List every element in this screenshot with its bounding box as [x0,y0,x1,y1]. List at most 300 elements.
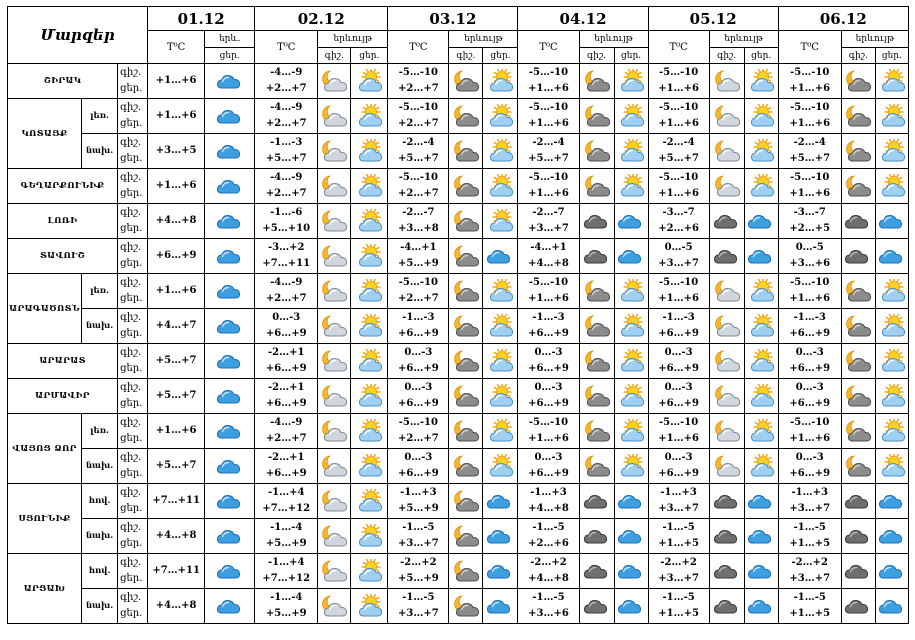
temp-unit-header: T⁰C [518,31,579,64]
day-temp: +6…+9 [398,363,439,374]
subregion-name: հով. [82,554,118,589]
moon-dark-cloud-icon [449,524,482,548]
date-header: 02.12 [255,7,388,31]
sun-cloud-icon [745,384,778,408]
rain-cloud-icon [205,104,254,128]
moon-cloud-icon [710,104,744,128]
moon-cloud-icon [318,174,350,198]
day-label: ցեր. [120,293,143,304]
moon-cloud-icon [710,454,744,478]
temperature-cell [778,414,841,449]
region-name: ԱՐԱԳԱԾՈՏՆ [8,274,82,344]
region-row [8,344,909,379]
night-temp: -4…+1 [400,242,437,253]
night-temp: -5…-10 [528,277,569,288]
dark-cloud-icon [580,559,614,583]
temperature-cell [148,309,205,344]
temperature-cell [648,64,709,99]
night-day-labels [118,99,148,134]
date-header: 04.12 [518,7,648,31]
night-temp: 0…-3 [404,382,433,393]
night-day-labels [118,484,148,519]
day-temp: +1…+6 [658,118,699,129]
night-temp: 0…-3 [404,347,433,358]
temperature-cell [148,414,205,449]
forecast-table [7,6,909,624]
day-label: ցեր. [120,328,143,339]
moon-dark-cloud-icon [449,209,482,233]
moon-dark-cloud-icon [449,559,482,583]
temperature-cell [148,379,205,414]
moon-cloud-icon [710,314,744,338]
day-temp: +3…+8 [398,223,439,234]
moon-dark-cloud-icon [842,419,875,443]
dark-cloud-icon [710,244,744,268]
rain-cloud-icon [876,209,908,233]
night-temp: -5…-10 [398,102,438,113]
night-temp: -2…-4 [532,137,565,148]
day-header: ցեր. [351,48,388,64]
date-header: 05.12 [648,7,778,31]
temperature-cell [778,309,841,344]
night-temp: -2…-4 [662,137,695,148]
subregion-name: նախ. [82,309,118,344]
region-row [8,379,909,414]
moon-cloud-icon [318,209,350,233]
night-day-labels [118,274,148,309]
day-temp: +1…+6 [155,110,197,121]
region-row [8,414,909,449]
temperature-cell [778,99,841,134]
day-temp: +3…+7 [658,573,699,584]
night-temp: -2…+1 [268,347,305,358]
temperature-cell [388,519,449,554]
dark-cloud-icon [710,524,744,548]
sun-cloud-icon [351,139,387,163]
moon-dark-cloud-icon [449,349,482,373]
rain-cloud-icon [483,244,517,268]
night-temp: -1…-5 [532,592,565,603]
night-temp: -1…-5 [402,592,435,603]
date-header: 01.12 [148,7,255,31]
sun-cloud-icon [351,454,387,478]
night-temp: -1…-3 [793,312,826,323]
moon-cloud-icon [318,244,350,268]
day-temp: +2…+7 [398,293,439,304]
sun-cloud-icon [615,69,648,93]
day-temp: +6…+9 [789,328,831,339]
region-name: ՇԻՐԱԿ [8,64,118,99]
temperature-cell [648,414,709,449]
night-temp: -5…-10 [528,67,569,78]
temperature-cell [778,554,841,589]
night-temp: -5…-10 [790,102,830,113]
night-temp: -1…-3 [662,312,695,323]
region-name: ԿՈՏԱՅՔ [8,99,82,169]
day-temp: +5…+7 [155,355,197,366]
moon-dark-cloud-icon [842,454,875,478]
temperature-cell [778,484,841,519]
dark-cloud-icon [842,209,875,233]
date-header: 06.12 [778,7,908,31]
moon-dark-cloud-icon [842,104,875,128]
day-temp: +7…+11 [262,258,311,269]
temperature-cell [778,589,841,624]
night-label: գիշ. [120,592,142,603]
moon-dark-cloud-icon [580,349,614,373]
day-temp: +7…+12 [262,503,311,514]
day-temp: +1…+6 [789,118,831,129]
day-temp: +5…+7 [658,153,699,164]
temperature-cell [388,554,449,589]
temperature-cell [255,344,318,379]
day-temp: +6…+9 [658,468,699,479]
region-row [8,99,909,134]
night-temp: -5…-10 [398,277,438,288]
temperature-cell [518,169,579,204]
night-temp: 0…-3 [664,382,693,393]
rain-cloud-icon [745,489,778,513]
day-label: ցեր. [120,433,143,444]
moon-cloud-icon [318,279,350,303]
day-label: ցեր. [120,608,143,619]
night-label: գիշ. [120,207,142,218]
day-temp: +4…+8 [528,258,569,269]
day-label: ցեր. [120,223,143,234]
temperature-cell [148,64,205,99]
night-label: գիշ. [120,172,142,183]
sun-cloud-icon [483,174,517,198]
day-temp: +1…+6 [789,433,831,444]
temperature-cell [255,134,318,169]
temperature-cell [148,449,205,484]
night-temp: -5…-10 [790,67,830,78]
night-temp: -1…-3 [402,312,435,323]
rain-cloud-icon [876,524,908,548]
night-temp: -2…+2 [660,557,697,568]
temperature-cell [255,484,318,519]
day-temp: +5…+7 [155,460,197,471]
day-temp: +6…+9 [528,468,569,479]
temperature-cell [518,484,579,519]
day-temp: +3…+7 [528,223,569,234]
dark-cloud-icon [842,489,875,513]
rain-cloud-icon [615,489,648,513]
sun-cloud-icon [745,279,778,303]
region-name: ԳԵՂԱՐՔՈՒՆԻՔ [8,169,118,204]
rain-cloud-icon [205,349,254,373]
rain-cloud-icon [205,209,254,233]
day-label: ցեր. [120,538,143,549]
sun-cloud-icon [876,174,908,198]
sun-cloud-icon [745,314,778,338]
night-temp: -1…-5 [662,522,695,533]
moon-dark-cloud-icon [842,384,875,408]
day-temp: +3…+6 [528,608,569,619]
region-row [8,519,909,554]
night-label: գիշ. [120,137,142,148]
night-temp: -5…-10 [659,417,699,428]
temperature-cell [388,169,449,204]
sun-cloud-icon [876,419,908,443]
sun-cloud-icon [745,69,778,93]
day-header: ցեր. [744,48,778,64]
moon-dark-cloud-icon [842,69,875,93]
day-temp: +6…+9 [658,328,699,339]
moon-dark-cloud-icon [449,69,482,93]
day-temp: +5…+7 [265,153,307,164]
night-temp: -1…-4 [270,592,303,603]
region-name: ՏԱՎՈՒՇ [8,239,118,274]
temperature-cell [778,134,841,169]
day-temp: +6…+9 [789,363,831,374]
day-temp: +5…+9 [398,573,439,584]
day-temp: +5…+7 [155,390,197,401]
temperature-cell [648,134,709,169]
sun-cloud-icon [615,279,648,303]
night-day-labels [118,414,148,449]
dark-cloud-icon [580,594,614,618]
night-temp: 0…-5 [795,242,824,253]
temperature-cell [648,554,709,589]
sun-cloud-icon [351,489,387,513]
temperature-cell [255,64,318,99]
moon-dark-cloud-icon [842,139,875,163]
day-temp: +6…+9 [265,398,307,409]
moon-dark-cloud-icon [580,69,614,93]
day-temp: +2…+5 [789,223,831,234]
day-header: ցեր. [614,48,648,64]
temperature-cell [778,449,841,484]
night-temp: 0…-3 [534,452,563,463]
night-temp: -4…-9 [270,417,303,428]
night-temp: -5…-10 [528,417,569,428]
day-temp: +1…+6 [789,83,831,94]
day-temp: +5…+9 [398,503,439,514]
region-name: ԱՐՑԱԽ [8,554,82,624]
rain-cloud-icon [876,559,908,583]
rain-cloud-icon [205,559,254,583]
night-header: գիշ. [579,48,614,64]
sun-cloud-icon [615,349,648,373]
subregion-name: լեռ. [82,274,118,309]
day-temp: +1…+6 [155,425,197,436]
rain-cloud-icon [205,279,254,303]
night-temp: 0…-3 [795,347,824,358]
night-temp: -4…+1 [530,242,567,253]
day-temp: +5…+9 [265,538,307,549]
day-temp: +6…+9 [398,468,439,479]
day-label: ցեր. [120,503,143,514]
night-temp: -4…-9 [270,67,303,78]
sun-cloud-icon [351,559,387,583]
temp-unit-header: T⁰C [648,31,709,64]
sun-cloud-icon [351,104,387,128]
rain-cloud-icon [876,594,908,618]
night-temp: -2…+1 [268,452,305,463]
sun-cloud-icon [745,419,778,443]
temperature-cell [648,379,709,414]
rain-cloud-icon [205,314,254,338]
moon-dark-cloud-icon [842,174,875,198]
temperature-cell [148,169,205,204]
moon-dark-cloud-icon [580,314,614,338]
rain-cloud-icon [876,489,908,513]
night-label: գիշ. [120,382,142,393]
night-temp: 0…-5 [664,242,693,253]
date-header: 03.12 [388,7,518,31]
temperature-cell [518,379,579,414]
day-temp: +2…+7 [265,83,307,94]
day-temp: +1…+6 [658,433,699,444]
day-temp: +4…+7 [155,320,197,331]
day-temp: +2…+6 [528,538,569,549]
day-temp: +6…+9 [155,250,197,261]
region-name: ԼՈՌԻ [8,204,118,239]
day-temp: +5…+9 [398,258,439,269]
temperature-cell [388,64,449,99]
region-name: ԱՐՄԱՎԻՐ [8,379,118,414]
day-temp: +6…+9 [265,363,307,374]
night-temp: -1…-6 [270,207,303,218]
temperature-cell [388,204,449,239]
temperature-cell [148,134,205,169]
temperature-cell [518,99,579,134]
rain-cloud-icon [483,594,517,618]
subregion-name: հով. [82,484,118,519]
temperature-cell [388,239,449,274]
phenomenon-header: երևույթ [449,31,518,48]
region-row [8,309,909,344]
region-row [8,449,909,484]
night-temp: -5…-10 [528,102,569,113]
day-temp: +1…+6 [658,293,699,304]
temperature-cell [518,449,579,484]
moon-dark-cloud-icon [580,279,614,303]
day-temp: +3…+7 [658,258,699,269]
night-temp: -4…-9 [270,102,303,113]
day-temp: +1…+6 [528,433,569,444]
day-temp: +1…+6 [528,188,569,199]
moon-dark-cloud-icon [449,384,482,408]
sun-cloud-icon [483,209,517,233]
rain-cloud-icon [745,559,778,583]
night-day-labels [118,64,148,99]
night-temp: -4…-9 [270,277,303,288]
sun-cloud-icon [483,314,517,338]
night-temp: -5…-10 [790,277,830,288]
day-temp: +3…+7 [789,503,831,514]
region-row [8,64,909,99]
moon-dark-cloud-icon [449,139,482,163]
temperature-cell [388,344,449,379]
sun-cloud-icon [483,279,517,303]
phenomenon-header: երևույթ [841,31,908,48]
sun-cloud-icon [483,69,517,93]
rain-cloud-icon [745,209,778,233]
temperature-cell [648,309,709,344]
day-temp: +1…+6 [528,118,569,129]
temperature-cell [648,99,709,134]
day-temp: +3…+5 [155,145,197,156]
temperature-cell [255,379,318,414]
night-label: գիշ. [120,312,142,323]
temperature-cell [648,519,709,554]
sun-cloud-icon [745,174,778,198]
dark-cloud-icon [710,559,744,583]
day-temp: +5…+9 [265,608,307,619]
night-day-labels [118,379,148,414]
night-temp: -5…-10 [398,417,438,428]
night-temp: -2…-7 [532,207,565,218]
sun-cloud-icon [615,174,648,198]
region-row [8,554,909,589]
night-day-labels [118,554,148,589]
day-temp: +6…+9 [265,328,307,339]
rain-cloud-icon [745,594,778,618]
temp-unit-header: T⁰C [148,31,205,64]
moon-dark-cloud-icon [449,489,482,513]
day-temp: +6…+9 [528,398,569,409]
temperature-cell [148,554,205,589]
day-temp: +2…+7 [265,293,307,304]
moon-cloud-icon [710,349,744,373]
region-row [8,484,909,519]
temperature-cell [388,589,449,624]
night-temp: -1…-5 [793,592,826,603]
moon-cloud-icon [710,384,744,408]
rain-cloud-icon [205,454,254,478]
temperature-cell [518,309,579,344]
temperature-cell [778,519,841,554]
night-temp: -2…-4 [402,137,435,148]
night-label: գիշ. [120,417,142,428]
sun-cloud-icon [351,244,387,268]
sun-cloud-icon [483,384,517,408]
day-temp: +6…+9 [528,363,569,374]
sun-cloud-icon [615,139,648,163]
day-label: ցեր. [120,258,143,269]
day-temp: +1…+6 [789,293,831,304]
night-temp: -1…-5 [532,522,565,533]
sun-cloud-icon [351,594,387,618]
night-header: գիշ. [841,48,875,64]
dark-cloud-icon [710,209,744,233]
day-header: ցեր. [483,48,518,64]
temperature-cell [518,519,579,554]
dark-cloud-icon [580,524,614,548]
temperature-cell [648,484,709,519]
day-temp: +4…+8 [155,600,197,611]
day-temp: +7…+12 [262,573,311,584]
temperature-cell [518,134,579,169]
night-temp: -1…-5 [793,522,826,533]
temperature-cell [778,274,841,309]
night-header: գիշ. [318,48,351,64]
regions-header: Մարզեր [8,7,148,64]
night-temp: -1…+3 [660,487,697,498]
night-day-labels [118,239,148,274]
temperature-cell [388,414,449,449]
temperature-cell [148,589,205,624]
moon-dark-cloud-icon [842,349,875,373]
temperature-cell [148,484,205,519]
night-temp: -1…+3 [791,487,828,498]
temperature-cell [778,379,841,414]
dark-cloud-icon [580,244,614,268]
rain-cloud-icon [205,244,254,268]
temperature-cell [648,274,709,309]
